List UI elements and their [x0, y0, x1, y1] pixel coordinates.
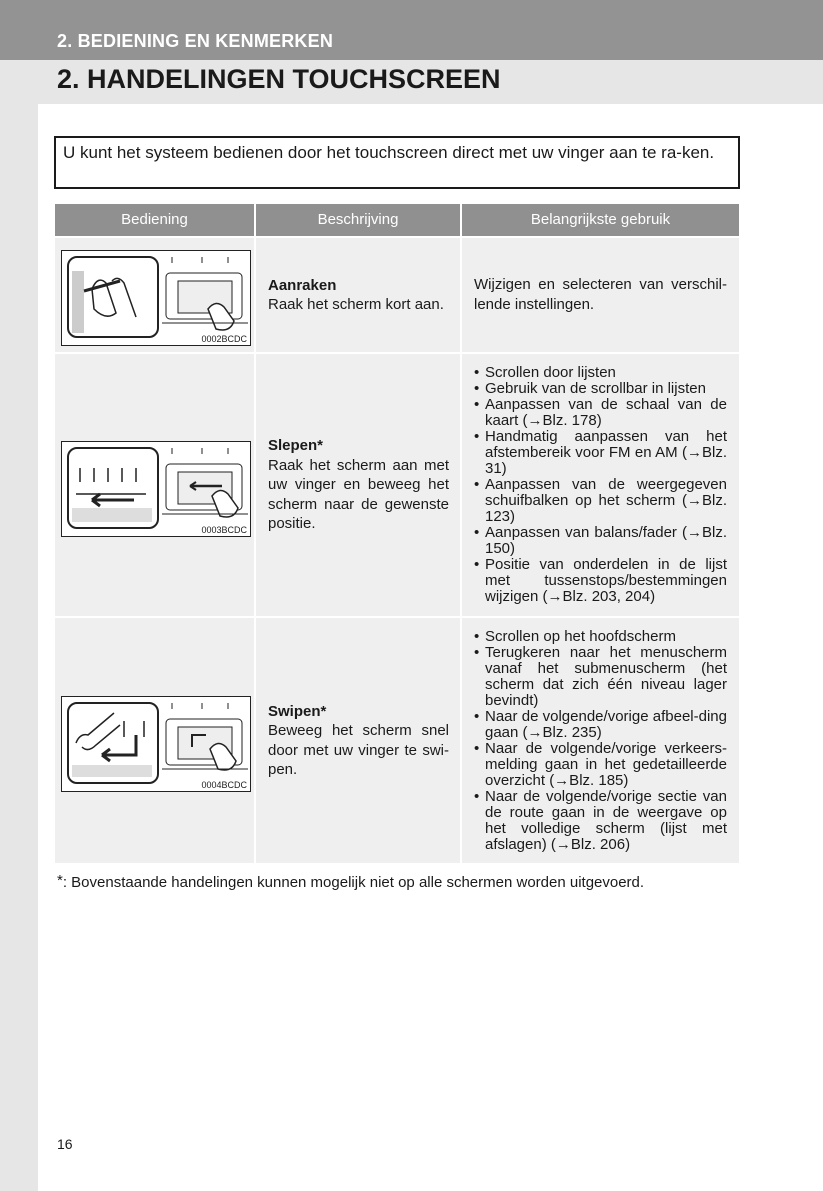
operation-cell-swipe [55, 618, 254, 863]
usage-text: Wijzigen en selecteren van verschil-lende instellingen. [474, 276, 727, 313]
drag-illustration [61, 441, 251, 537]
image-code: 0004BCDC [201, 780, 247, 790]
list-item: • Aanpassen van balans/fader (→Blz. 150) [474, 525, 727, 557]
intro-box: U kunt het systeem bedienen door het touchscreen direct met uw vinger aan te ra-ken. [54, 136, 740, 189]
description-cell-swipe [256, 618, 460, 863]
swipe-illustration [61, 696, 251, 792]
page-title: 2. HANDELINGEN TOUCHSCREEN [57, 64, 501, 94]
usage-cell-swipe [462, 618, 739, 863]
operation-title: Swipen* [268, 702, 327, 720]
list-item: • Aanpassen van de weergegeven schuifbalken op het scherm (→Blz. 123) [474, 477, 727, 525]
operation-description: Beweeg het scherm snel door met uw vinger te swi-pen. [268, 722, 449, 778]
footnote-marker: * [57, 872, 63, 889]
operation-title: Slepen* [268, 437, 324, 455]
list-item: • Naar de volgende/vorige afbeel-ding gaan (→Blz. 235) [474, 709, 727, 741]
operation-title: Aanraken [268, 276, 337, 294]
list-item: • Naar de volgende/vorige verkeers-melding gaan in het gedetailleerde overzicht (→Blz. 185) [474, 741, 727, 789]
left-margin-strip [0, 0, 38, 1191]
operation-description: Raak het scherm kort aan. [268, 296, 444, 313]
image-code: 0002BCDC [201, 334, 247, 344]
page-number: 16 [57, 1136, 73, 1152]
usage-cell-tap [462, 238, 739, 352]
description-cell-drag [256, 354, 460, 616]
operation-cell-tap [55, 238, 254, 352]
list-item: • Positie van onderdelen in de lijst met tussenstops/bestemmingen wijzigen (→Blz. 203, 204) [474, 557, 727, 605]
description-cell-tap [256, 238, 460, 352]
list-item: • Aanpassen van de schaal van de kaart (→Blz. 178) [474, 397, 727, 429]
list-item: • Handmatig aanpassen van het afstembereik voor FM en AM (→Blz. 31) [474, 429, 727, 477]
operation-cell-drag [55, 354, 254, 616]
footnote-text: : Bovenstaande handelingen kunnen mogelijk niet op alle schermen worden uitgevoerd. [62, 874, 645, 891]
list-item: • Scrollen op het hoofdscherm [474, 629, 727, 645]
list-item: • Gebruik van de scrollbar in lijsten [474, 381, 727, 397]
column-header-operation: Bediening [55, 204, 254, 236]
footnote [57, 872, 644, 891]
operation-description: Raak het scherm aan met uw vinger en beweeg het scherm naar de gewenste positie. [268, 456, 449, 533]
usage-cell-drag [462, 354, 739, 616]
image-code: 0003BCDC [201, 525, 247, 535]
column-header-usage: Belangrijkste gebruik [462, 204, 739, 236]
usage-list [474, 629, 727, 853]
list-item: • Scrollen door lijsten [474, 365, 727, 381]
list-item: • Terugkeren naar het menuscherm vanaf het submenuscherm (het scherm dat zich één niveau lager bevindt) [474, 645, 727, 709]
usage-list [474, 365, 727, 605]
section-label: 2. BEDIENING EN KENMERKEN [57, 31, 334, 51]
list-item: • Naar de volgende/vorige sectie van de route gaan in de weergave op het volledige scherm (lijst met afslagen) (→Blz. 206) [474, 789, 727, 853]
column-header-description: Beschrijving [256, 204, 460, 236]
tap-illustration [61, 250, 251, 346]
